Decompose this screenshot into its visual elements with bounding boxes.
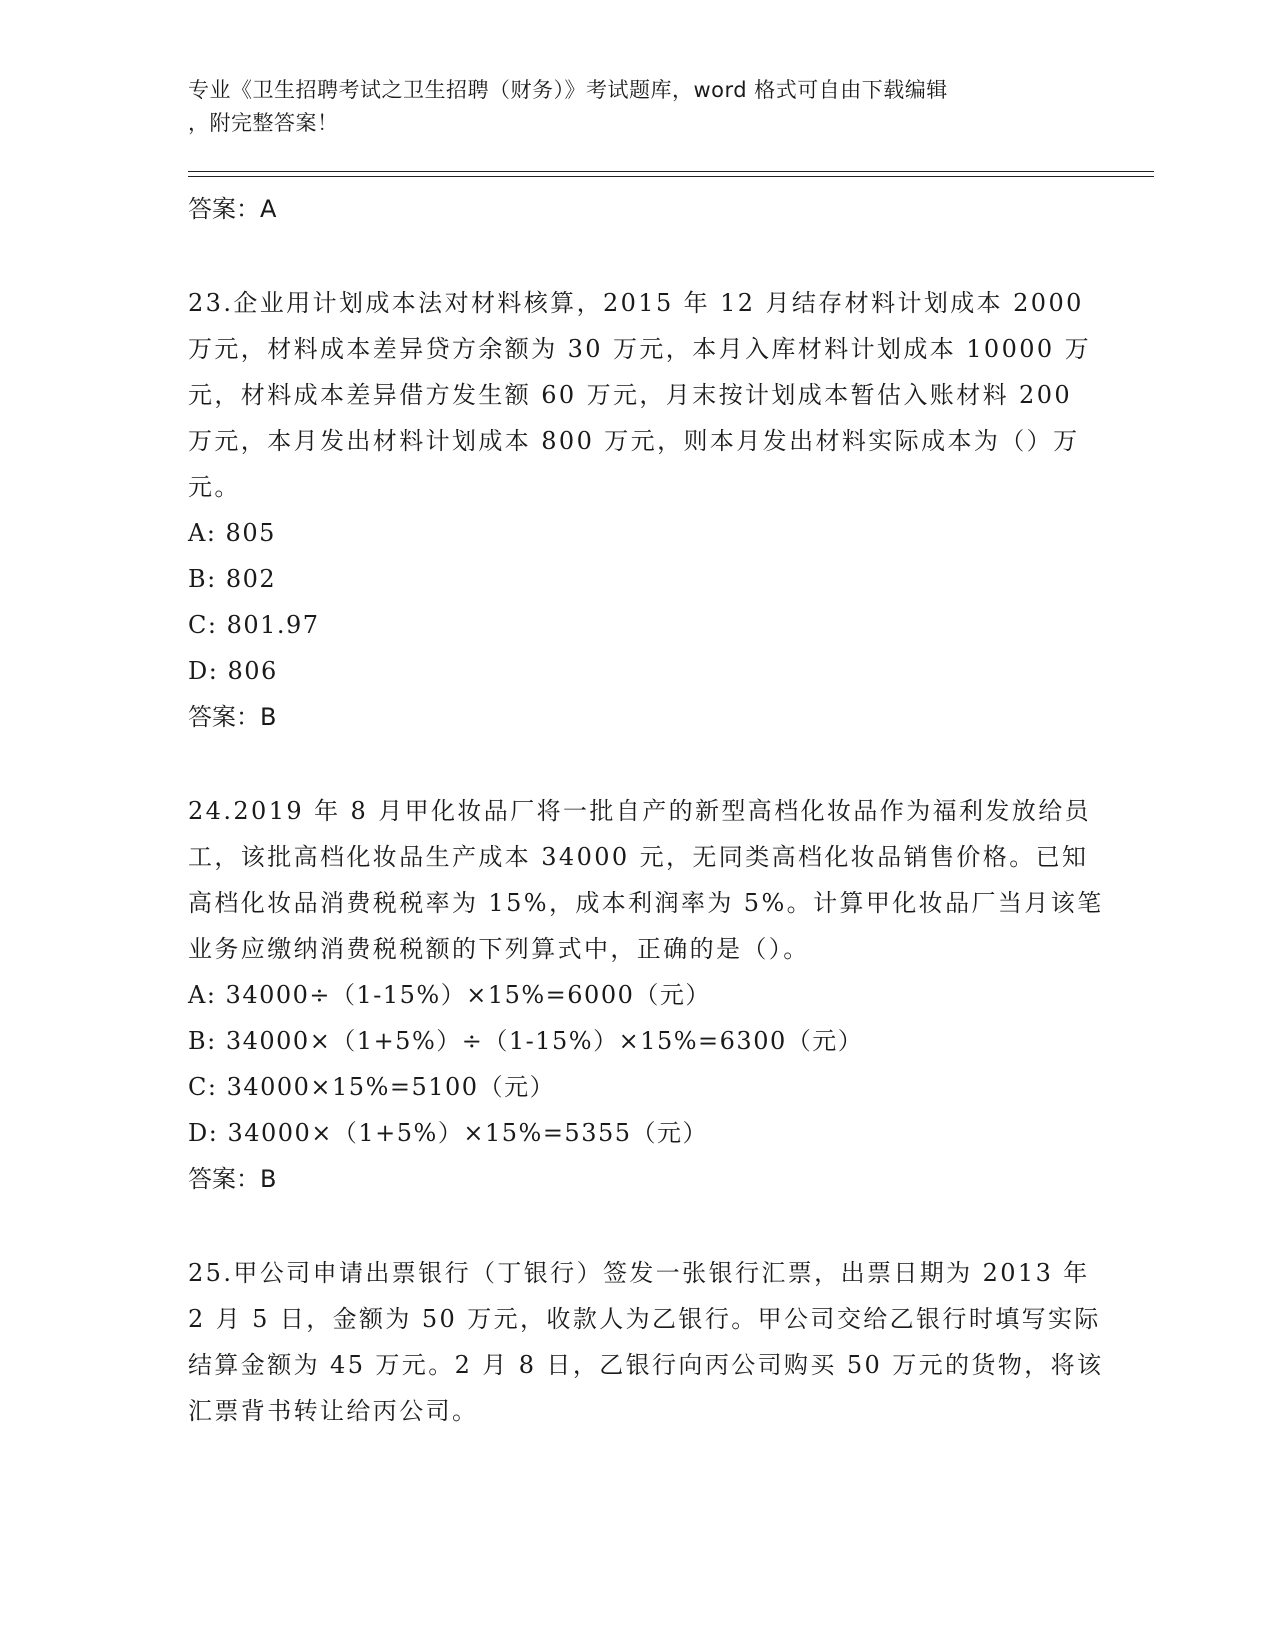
- question-24-text: 24.2019 年 8 月甲化妆品厂将一批自产的新型高档化妆品作为福利发放给员工，该批高档化妆品生产成本 34000 元，无同类高档化妆品销售价格。已知高档化妆品消费税税率为 15%，成本利润率为 5%。计算甲化妆品厂当月该笔业务应缴纳消费税税额的下列算式中，正确的是（）。: [188, 797, 1104, 963]
- question-24-answer: 答案：B: [188, 1165, 277, 1193]
- question-23-option-c: C: 801.97: [188, 611, 320, 639]
- question-23-text: 23.企业用计划成本法对材料核算，2015 年 12 月结存材料计划成本 2000 万元，材料成本差异贷方余额为 30 万元，本月入库材料计划成本 10000 万元，材料成本差异借方发生额 60 万元，月末按计划成本暂估入账材料 200 万元，本月发出材料计划成本 800 万元，则本月发出材料实际成本为（）万元。: [188, 289, 1091, 501]
- question-23-option-b: B: 802: [188, 565, 277, 593]
- answer-prev: 答案：A: [188, 195, 277, 223]
- question-block-24: [188, 788, 1108, 1202]
- header-divider-bottom: [188, 176, 1154, 177]
- spacer: [188, 1202, 1108, 1250]
- question-23-option-d: D: 806: [188, 657, 278, 685]
- question-25-text: 25.甲公司申请出票银行（丁银行）签发一张银行汇票，出票日期为 2013 年 2 月 5 日，金额为 50 万元，收款人为乙银行。甲公司交给乙银行时填写实际结算金额为 45 万元。2 月 8 日，乙银行向丙公司购买 50 万元的货物，将该汇票背书转让给丙公司。: [188, 1259, 1104, 1425]
- question-block-23: [188, 280, 1108, 740]
- question-24-option-b: B: 34000×（1+5%）÷（1-15%）×15%=6300（元）: [188, 1027, 864, 1055]
- question-24-option-d: D: 34000×（1+5%）×15%=5355（元）: [188, 1119, 709, 1147]
- question-23-option-a: A: 805: [188, 519, 276, 547]
- spacer: [188, 232, 1108, 280]
- question-23-answer: 答案：B: [188, 703, 277, 731]
- question-block-25: [188, 1250, 1108, 1434]
- question-list: [188, 186, 1108, 1434]
- spacer: [188, 740, 1108, 788]
- question-24-option-a: A: 34000÷（1-15%）×15%=6000（元）: [188, 981, 711, 1009]
- question-24-option-c: C: 34000×15%=5100（元）: [188, 1073, 556, 1101]
- header-divider-top: [188, 171, 1154, 172]
- page-header-text: 专业《卫生招聘考试之卫生招聘（财务）》考试题库，word 格式可自由下载编辑 ，附完整答案！: [188, 78, 948, 135]
